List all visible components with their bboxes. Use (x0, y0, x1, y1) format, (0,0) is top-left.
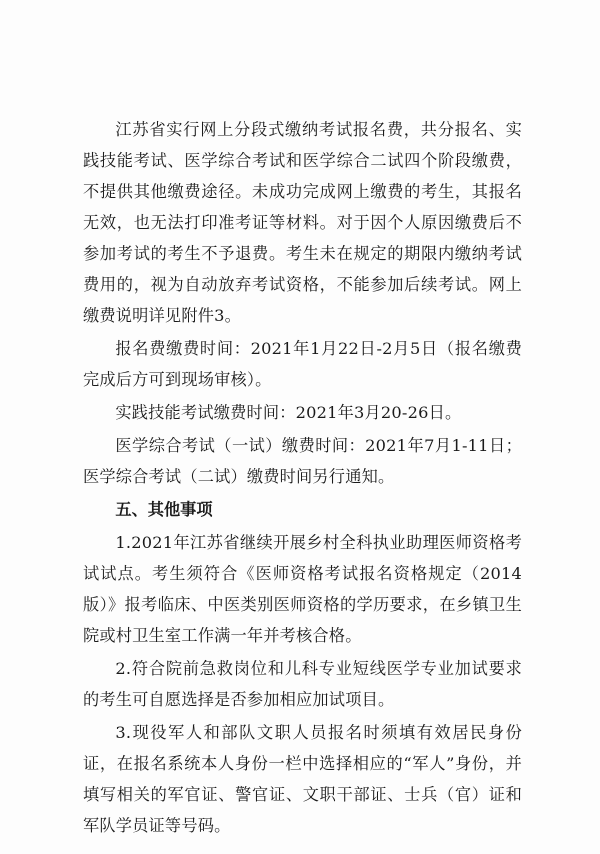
paragraph-payment-policy: 江苏省实行网上分段式缴纳考试报名费，共分报名、实践技能考试、医学综合考试和医学综合二试四个阶段缴费，不提供其他缴费途径。未成功完成网上缴费的考生，其报名无效，也无法打印准考证等材料。对于因个人原因缴费后不参加考试的考生不予退费。考生未在规定的期限内缴纳考试费用的，视为自动放弃考试资格，不能参加后续考试。网上缴费说明详见附件3。 (83, 120, 522, 325)
paragraph-practical-exam-fee-time: 实践技能考试缴费时间：2021年3月20-26日。 (115, 403, 462, 422)
section-heading-other-matters: 五、其他事项 (115, 500, 213, 519)
paragraph-item-3: 3.现役军人和部队文职人员报名时须填有效居民身份证，在报名系统本人身份一栏中选择相应的“军人”身份，并填写相关的军官证、警官证、文职干部证、士兵（官）证和军队学员证等号码。 (83, 723, 522, 835)
paragraph-medical-exam-fee-time: 医学综合考试（一试）缴费时间：2021年7月1-11日；医学综合考试（二试）缴费时间另行通知。 (83, 436, 522, 486)
paragraph-registration-fee-time: 报名费缴费时间：2021年1月22日-2月5日（报名缴费完成后方可到现场审核）。 (83, 339, 522, 389)
paragraph-item-2: 2.符合院前急救岗位和儿科专业短线医学专业加试要求的考生可自愿选择是否参加相应加试项目。 (83, 659, 522, 709)
paragraph-item-1: 1.2021年江苏省继续开展乡村全科执业助理医师资格考试试点。考生须符合《医师资格考试报名资格规定（2014版）》报考临床、中医类别医师资格的学历要求，在乡镇卫生院或村卫生室工作满一年并考核合格。 (83, 533, 522, 645)
